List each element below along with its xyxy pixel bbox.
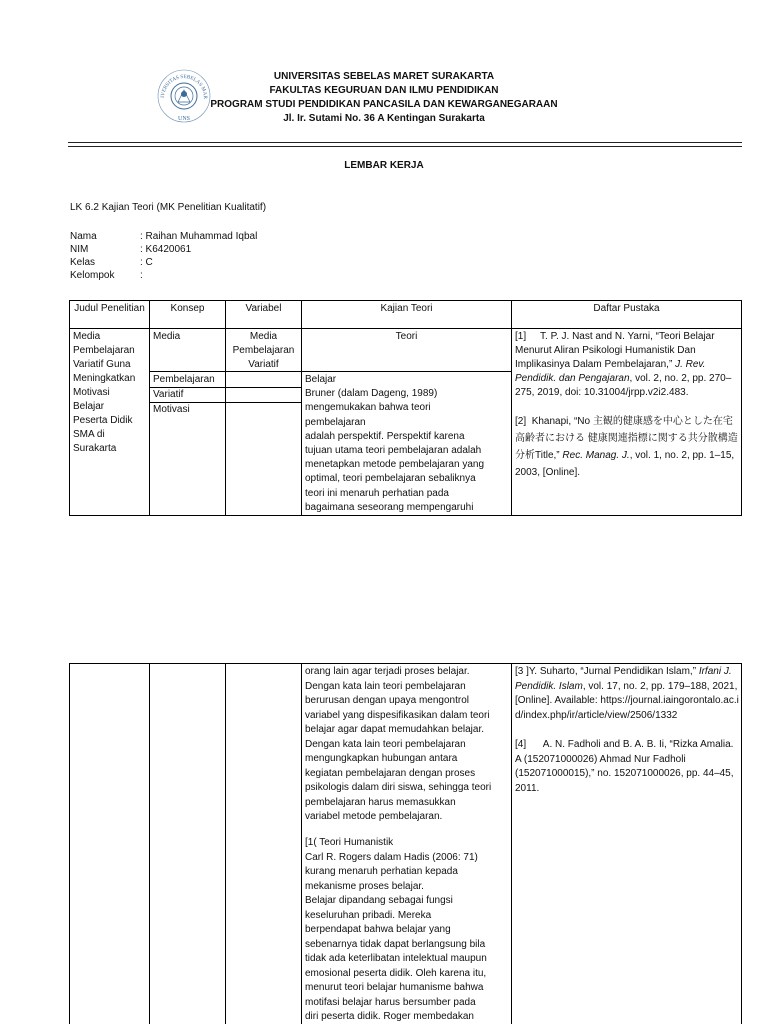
program-name: PROGRAM STUDI PENDIDIKAN PANCASILA DAN KEWARGANEGARAAN <box>210 99 558 110</box>
variabel-media: Media Pembelajaran Variatif <box>232 331 295 370</box>
header-judul: Judul Penelitian <box>74 303 145 314</box>
konsep-pembelajaran: Pembelajaran <box>153 374 215 385</box>
header-pustaka: Daftar Pustaka <box>593 303 660 314</box>
konsep-media: Media <box>153 331 181 342</box>
document-title: LEMBAR KERJA <box>344 160 424 171</box>
kajian-heading: Teori <box>395 331 418 342</box>
judul-penelitian: Media Pembelajaran Variatif Guna Meningkatkan Motivasi Belajar Peserta Didik SMA di Surakarta <box>73 331 136 454</box>
kajian-teori-continued: orang lain agar terjadi proses belajar. Dengan kata lain teori pembelajaran berurusan dengan upaya mengontrol variabel yang dispesifikasikan dalam teori belajar agar dapat memudahkan belajar. Dengan kata lain teori pembelajaran mengungkapkan hubungan antara kegiatan pembelajaran dengan proses psikologis dalam diri siswa, sehingga teori pembelajaran harus memasukkan variabel metode pembelajaran. <box>305 666 492 822</box>
identity-nama: Nama : Raihan Muhammad Iqbal <box>70 231 258 242</box>
identity-kelas: Kelas : C <box>70 257 153 268</box>
reference-3: [3 ]Y. Suharto, “Jurnal Pendidikan Islam,” Irfani J. Pendidik. Islam, vol. 17, no. 2, pp. 179–188, 2021, [Online]. Available: https://journal.iaingorontalo.ac.id/index.php/ir/article/view/2506/1332 <box>515 666 739 721</box>
header-rule-thin <box>68 146 742 147</box>
konsep-variatif: Variatif <box>153 389 184 400</box>
header-konsep: Konsep <box>170 303 205 314</box>
kajian-teori-text: Belajar Bruner (dalam Dageng, 1989) mengemukakan bahwa teori pembelajaran adalah perspektif. Perspektif karena tujuan utama teori pembelajaran adalah menetapkan metode pembelajaran yang optimal, teori pembelajaran sebaliknya teori ini menaruh perhatian pada bagaimana seseorang mempengaruhi <box>305 374 485 513</box>
reference-4: [4] A. N. Fadholi and B. A. B. Ii, “Rizka Amalia. A (152071000026) Ahmad Nur Fadholi (152071000015),” no. 152071000026, pp. 44–45, 2011. <box>515 739 734 794</box>
address: Jl. Ir. Sutami No. 36 A Kentingan Surakarta <box>283 113 485 124</box>
reference-1: [1] T. P. J. Nast and N. Yarni, “Teori Belajar Menurut Aliran Psikologi Humanistik Dan Implikasinya Dalam Pembelajaran,” J. Rev. Pendidik. dan Pengajaran, vol. 2, no. 2, pp. 270–275, 2019, doi: 10.31004/jrpp.v2i2.483. <box>515 331 732 398</box>
svg-text:UNS: UNS <box>177 116 191 122</box>
header-kajian: Kajian Teori <box>380 303 433 314</box>
identity-kelompok: Kelompok : <box>70 270 143 281</box>
svg-text:UNIVERSITAS SEBELAS MARET: IVERSITAS SEBELAS MAR <box>159 73 209 100</box>
kajian-teori-humanistik: [1( Teori Humanistik Carl R. Rogers dalam Hadis (2006: 71) kurang menaruh perhatian kepada mekanisme proses belajar. Belajar dipandang sebagai fungsi keseluruhan pribadi. Mereka berpendapat bahwa belajar yang sebenarnya tidak dapat berlangsung bila tidak ada keterlibatan intelektual maupun emosional peserta didik. Oleh karena itu, menurut teori belajar humanisme bahwa motifasi belajar harus bersumber pada diri peserta didik. Roger membedakan <box>305 837 487 1022</box>
header-rule-thick <box>68 142 742 143</box>
konsep-motivasi: Motivasi <box>153 404 190 415</box>
reference-2: [2] Khanapi, “No 主観的健康感を中心とした在宅高齢者における 健康関連指標に関する共分散構造分析Title,” Rec. Manag. J., vol. 1, no. 2, pp. 1–15, 2003, [Online]. <box>515 416 738 478</box>
header-variabel: Variabel <box>245 303 282 314</box>
university-name: UNIVERSITAS SEBELAS MARET SURAKARTA <box>273 71 495 82</box>
lk-title: LK 6.2 Kajian Teori (MK Penelitian Kualitatif) <box>70 202 267 213</box>
faculty-name: FAKULTAS KEGURUAN DAN ILMU PENDIDIKAN <box>269 85 499 96</box>
identity-nim: NIM : K6420061 <box>70 244 192 255</box>
